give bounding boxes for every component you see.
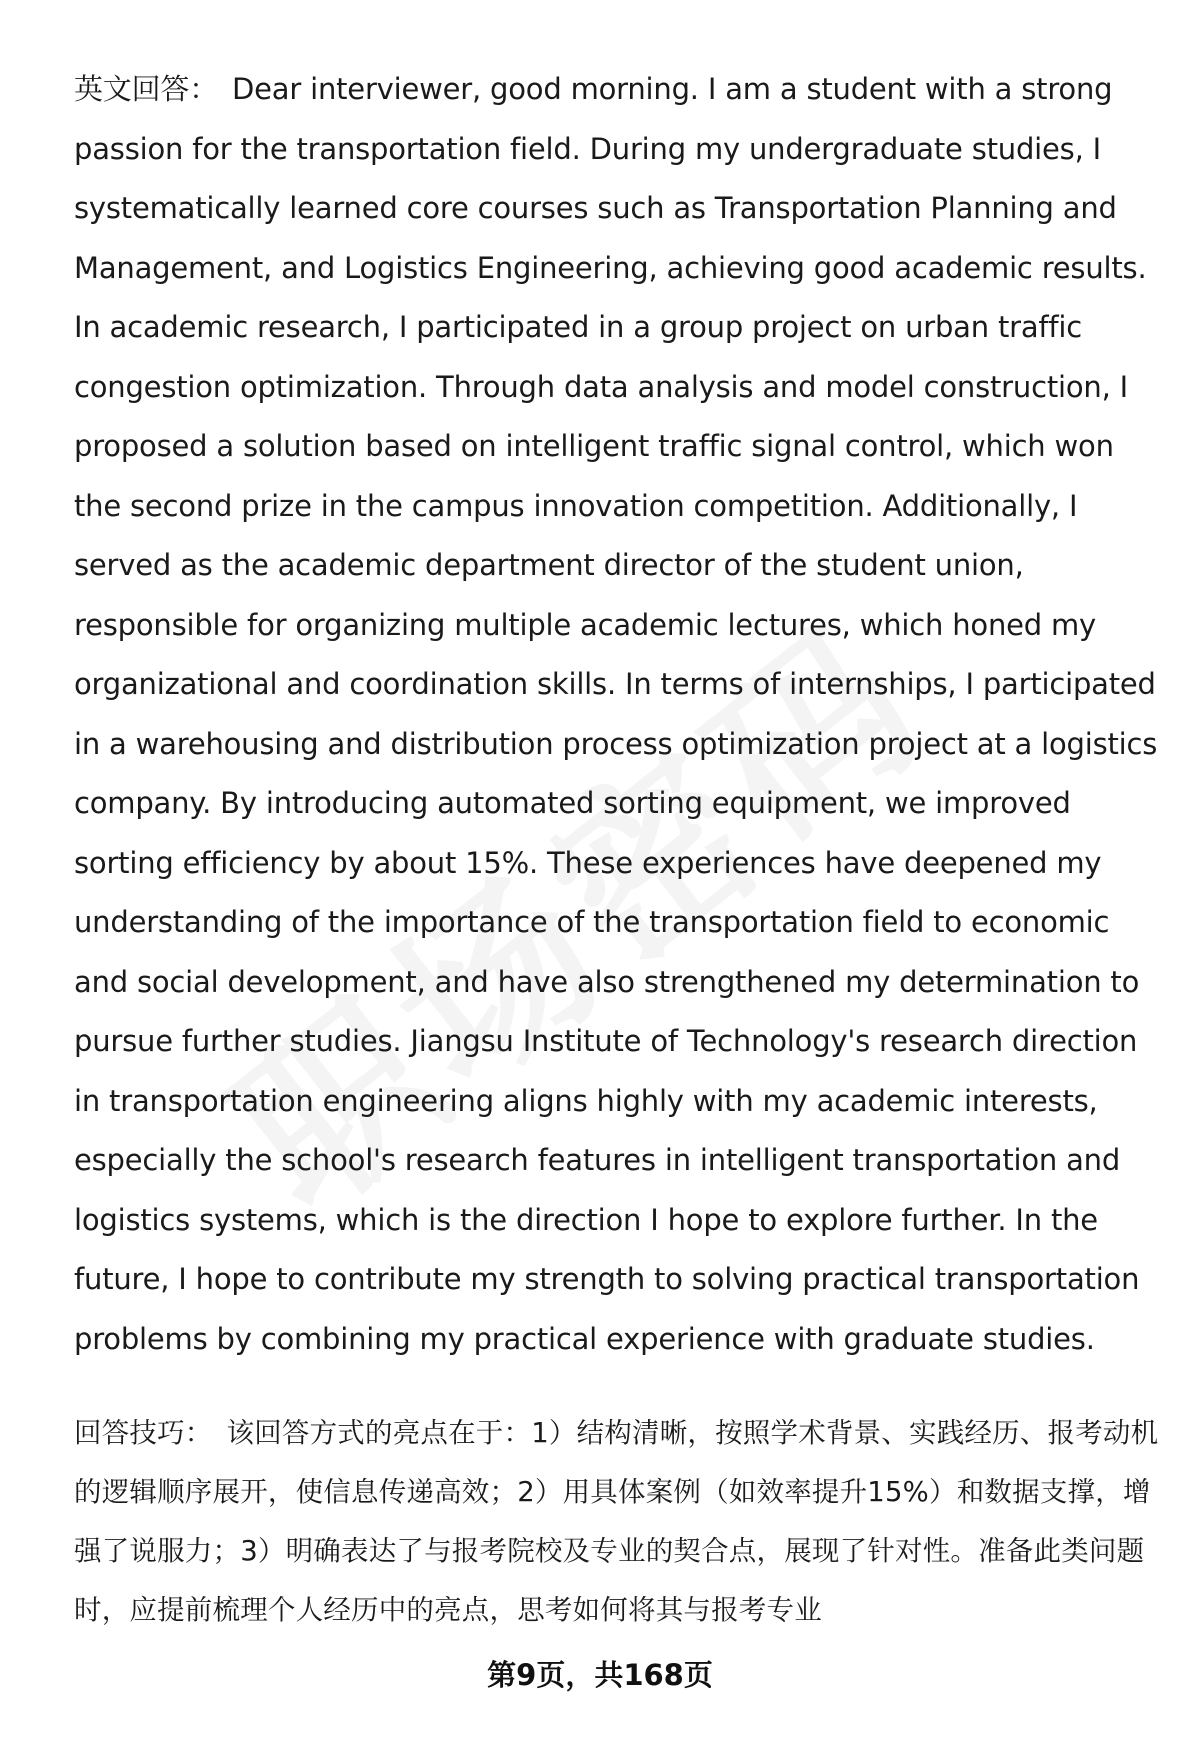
english-answer-text: Dear interviewer, good morning. I am a student with a strong passion for the transportation field. During my undergraduate studies, I systematically learned core courses such as Transportation Planning and Management, and Logistics Engineering, achieving good academic results. In academic research, I participated in a group project on urban traffic congestion optimization. Through data analysis and model construction, I proposed a solution based on intelligent traffic signal control, which won the second prize in the campus innovation competition. Additionally, I served as the academic department director of the student union, responsible for organizing multiple academic lectures, which honed my organizational and coordination skills. In terms of internships, I participated in a warehousing and distribution process optimization project at a logistics company. By introducing automated sorting equipment, we improved sorting efficiency by about 15%. These experiences have deepened my understanding of the importance of the transportation field to economic and social development, and have also strengthened my determination to pursue further studies. Jiangsu Institute of Technology's research direction in transportation engineering aligns highly with my academic interests, especially the school's research features in intelligent transportation and logistics systems, which is the direction I hope to explore further. In the future, I hope to contribute my strength to solving practical transportation problems by combining my practical experience with graduate studies. [74, 72, 1158, 1356]
english-answer-paragraph [74, 60, 1164, 1369]
english-answer-label: 英文回答： [74, 72, 219, 106]
answer-tips-paragraph [74, 1404, 1164, 1640]
answer-tips-text: 该回答方式的亮点在于：1）结构清晰，按照学术背景、实践经历、报考动机的逻辑顺序展开，使信息传递高效；2）用具体案例（如效率提升15%）和数据支撑，增强了说服力；3）明确表达了与报考院校及专业的契合点，展现了针对性。准备此类问题时，应提前梳理个人经历中的亮点，思考如何将其与报考专业 [74, 1417, 1159, 1626]
page-number-footer: 第9页，共168页 [487, 1658, 713, 1692]
answer-tips-label: 回答技巧： [74, 1417, 213, 1449]
